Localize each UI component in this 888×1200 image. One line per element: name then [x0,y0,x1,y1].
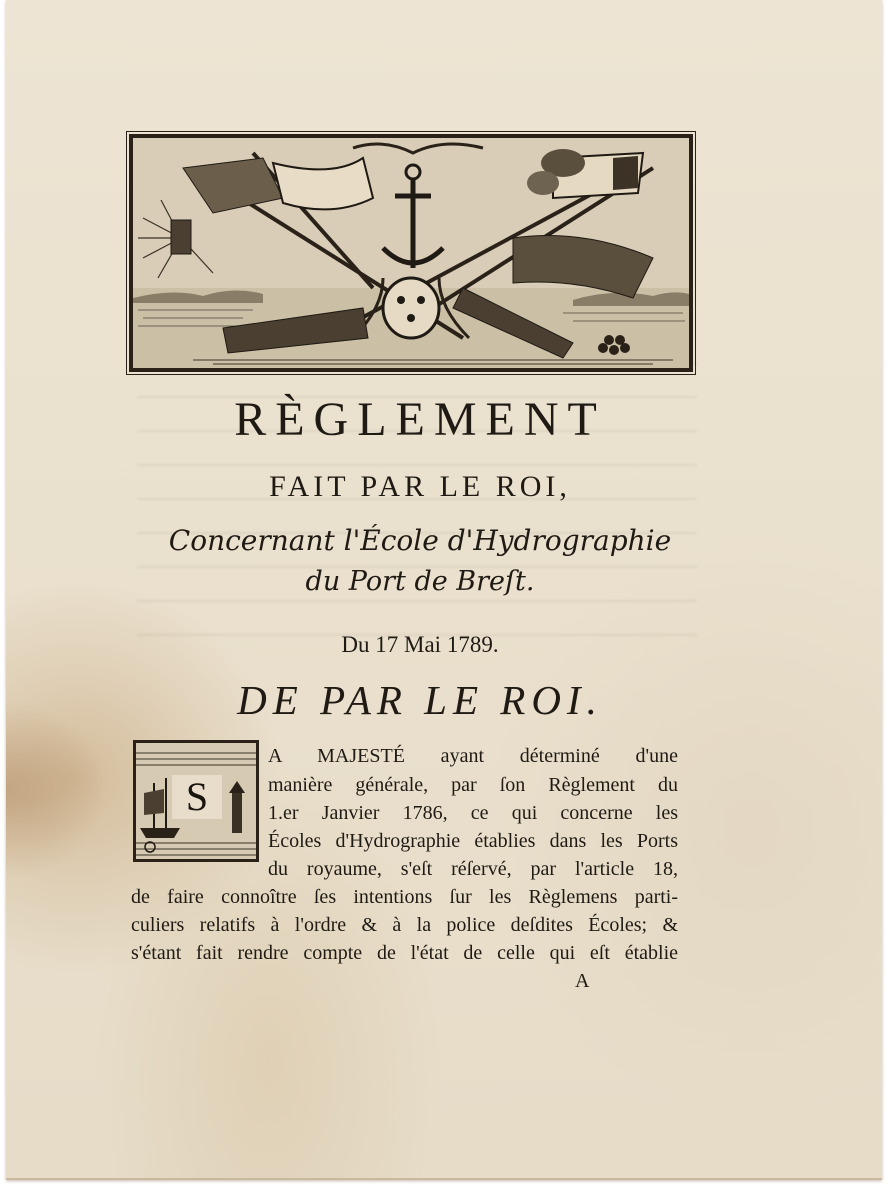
body-line: A MAJESTÉ ayant déterminé d'une [268,745,678,767]
body-line: de faire connoître ſes intentions ſur les Règlemens parti- [131,886,678,908]
water-stain [6,700,106,880]
subtitle-fait-par-le-roi: FAIT PAR LE ROI, [269,470,571,503]
ship-harbor-engraving-icon [133,740,259,862]
body-line: culiers relatifs à l'ordre & à la police deſdites Écoles; & [131,914,678,936]
subtitle-port-de-brest: du Port de Breſt. [305,566,535,597]
document-title: RÈGLEMENT [234,393,606,446]
naval-trophy-engraving-icon [129,134,693,372]
drop-cap-letter: S [172,775,222,819]
body-line: du royaume, s'eſt réſervé, par l'article 18, [268,858,678,880]
subtitle-concernant: Concernant l'École d'Hydrographie [168,524,672,557]
document-date: Du 17 Mai 1789. [341,632,499,657]
section-heading: DE PAR LE ROI. [237,677,603,723]
body-line: s'étant fait rendre compte de l'état de celle qui eſt établie [131,942,678,964]
signature-mark: A [575,970,590,992]
body-line: 1.er Janvier 1786, ce qui concerne les [268,802,678,824]
body-line: manière générale, par ſon Règlement du [268,774,678,796]
body-line: Écoles d'Hydrographie établies dans les Ports [268,830,678,852]
